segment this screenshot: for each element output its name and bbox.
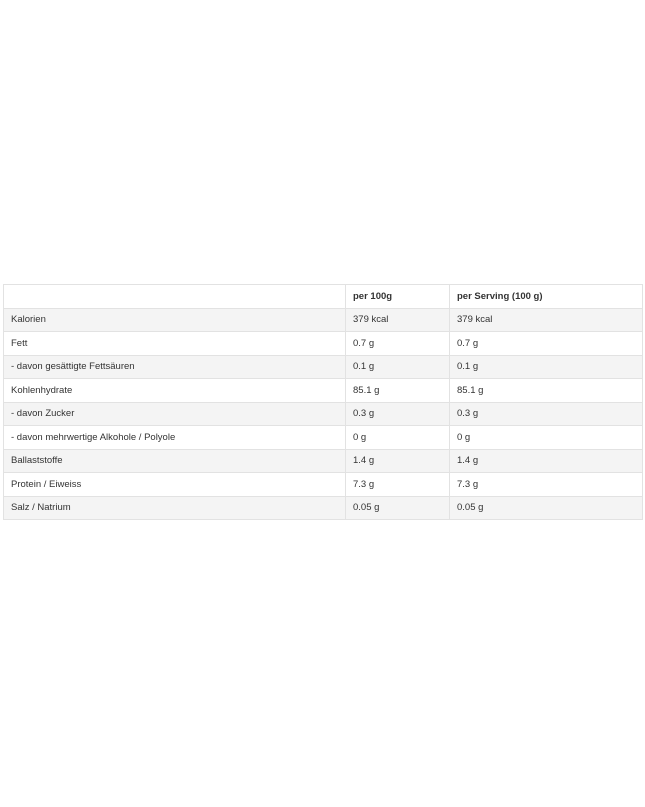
per-serving-value: 379 kcal	[450, 308, 643, 332]
per-serving-value: 0 g	[450, 426, 643, 450]
per-serving-value: 0.7 g	[450, 332, 643, 356]
per-100g-value: 0.3 g	[346, 402, 450, 426]
table-row	[4, 426, 643, 450]
per-100g-value: 0.05 g	[346, 496, 450, 520]
nutrient-name: Protein / Eiweiss	[4, 473, 346, 497]
nutrient-name: - davon mehrwertige Alkohole / Polyole	[4, 426, 346, 450]
table-row	[4, 308, 643, 332]
table-row	[4, 355, 643, 379]
nutrient-name: Kohlenhydrate	[4, 379, 346, 403]
table-row	[4, 496, 643, 520]
per-serving-value: 0.05 g	[450, 496, 643, 520]
nutrient-name: Ballaststoffe	[4, 449, 346, 473]
nutrient-name: Salz / Natrium	[4, 496, 346, 520]
table-body	[4, 308, 643, 520]
nutrient-name: Fett	[4, 332, 346, 356]
per-serving-value: 1.4 g	[450, 449, 643, 473]
per-100g-value: 379 kcal	[346, 308, 450, 332]
per-100g-value: 0.1 g	[346, 355, 450, 379]
per-serving-value: 0.3 g	[450, 402, 643, 426]
nutrient-name: - davon Zucker	[4, 402, 346, 426]
header-row	[4, 285, 643, 309]
per-100g-value: 1.4 g	[346, 449, 450, 473]
per-100g-value: 85.1 g	[346, 379, 450, 403]
per-100g-value: 0 g	[346, 426, 450, 450]
header-nutrient	[4, 285, 346, 309]
nutrient-name: - davon gesättigte Fettsäuren	[4, 355, 346, 379]
table-header	[4, 285, 643, 309]
table-row	[4, 473, 643, 497]
per-serving-value: 85.1 g	[450, 379, 643, 403]
nutrient-name: Kalorien	[4, 308, 346, 332]
header-per-100g: per 100g	[346, 285, 450, 309]
per-serving-value: 7.3 g	[450, 473, 643, 497]
table-row	[4, 332, 643, 356]
table-row	[4, 449, 643, 473]
per-100g-value: 7.3 g	[346, 473, 450, 497]
table-row	[4, 402, 643, 426]
header-per-serving: per Serving (100 g)	[450, 285, 643, 309]
per-100g-value: 0.7 g	[346, 332, 450, 356]
table-row	[4, 379, 643, 403]
nutrition-table	[3, 284, 643, 520]
per-serving-value: 0.1 g	[450, 355, 643, 379]
